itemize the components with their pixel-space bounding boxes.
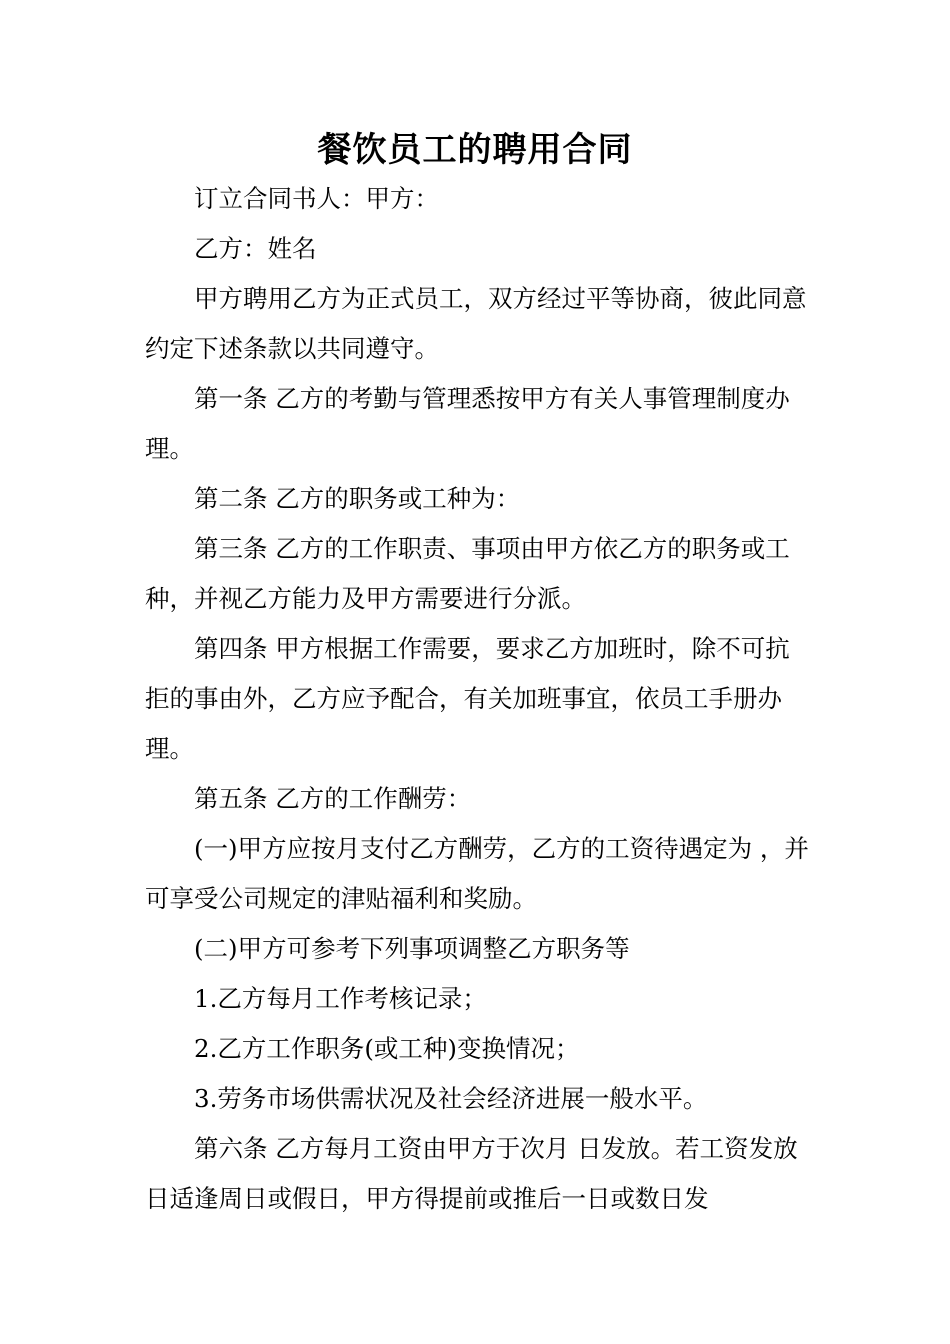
document-title: 餐饮员工的聘用合同 bbox=[317, 130, 633, 170]
paragraph-article-5-item-2: (二)甲方可参考下列事项调整乙方职务等 bbox=[194, 934, 630, 963]
paragraph-article-3: 第三条 乙方的工作职责、事项由甲方依乙方的职务或工种，并视乙方能力及甲方需要进行分派。 bbox=[145, 534, 790, 613]
document-body bbox=[145, 174, 810, 1224]
paragraph-preamble: 甲方聘用乙方为正式员工，双方经过平等协商，彼此同意约定下述条款以共同遵守。 bbox=[145, 284, 807, 363]
list-item-3: 3.劳务市场供需状况及社会经济进展一般水平。 bbox=[194, 1084, 708, 1113]
paragraph-article-5: 第五条 乙方的工作酬劳： bbox=[194, 784, 472, 813]
paragraph-article-4: 第四条 甲方根据工作需要，要求乙方加班时，除不可抗拒的事由外，乙方应予配合，有关加班事宜，依员工手册办理。 bbox=[145, 634, 790, 763]
paragraph-article-1: 第一条 乙方的考勤与管理悉按甲方有关人事管理制度办理。 bbox=[145, 384, 790, 463]
paragraph-article-6: 第六条 乙方每月工资由甲方于次月 日发放。若工资发放日适逢周日或假日，甲方得提前或推后一日或数日发 bbox=[145, 1134, 798, 1213]
list-item-2: 2.乙方工作职务(或工种)变换情况； bbox=[194, 1034, 580, 1063]
paragraph-article-2: 第二条 乙方的职务或工种为： bbox=[194, 484, 521, 513]
paragraph-parties: 订立合同书人：甲方： bbox=[194, 184, 439, 213]
paragraph-party-b: 乙方：姓名 bbox=[194, 234, 317, 263]
list-item-1: 1.乙方每月工作考核记录； bbox=[194, 984, 487, 1013]
paragraph-article-5-item-1: (一)甲方应按月支付乙方酬劳，乙方的工资待遇定为 ，并可享受公司规定的津贴福利和奖励。 bbox=[145, 834, 809, 913]
